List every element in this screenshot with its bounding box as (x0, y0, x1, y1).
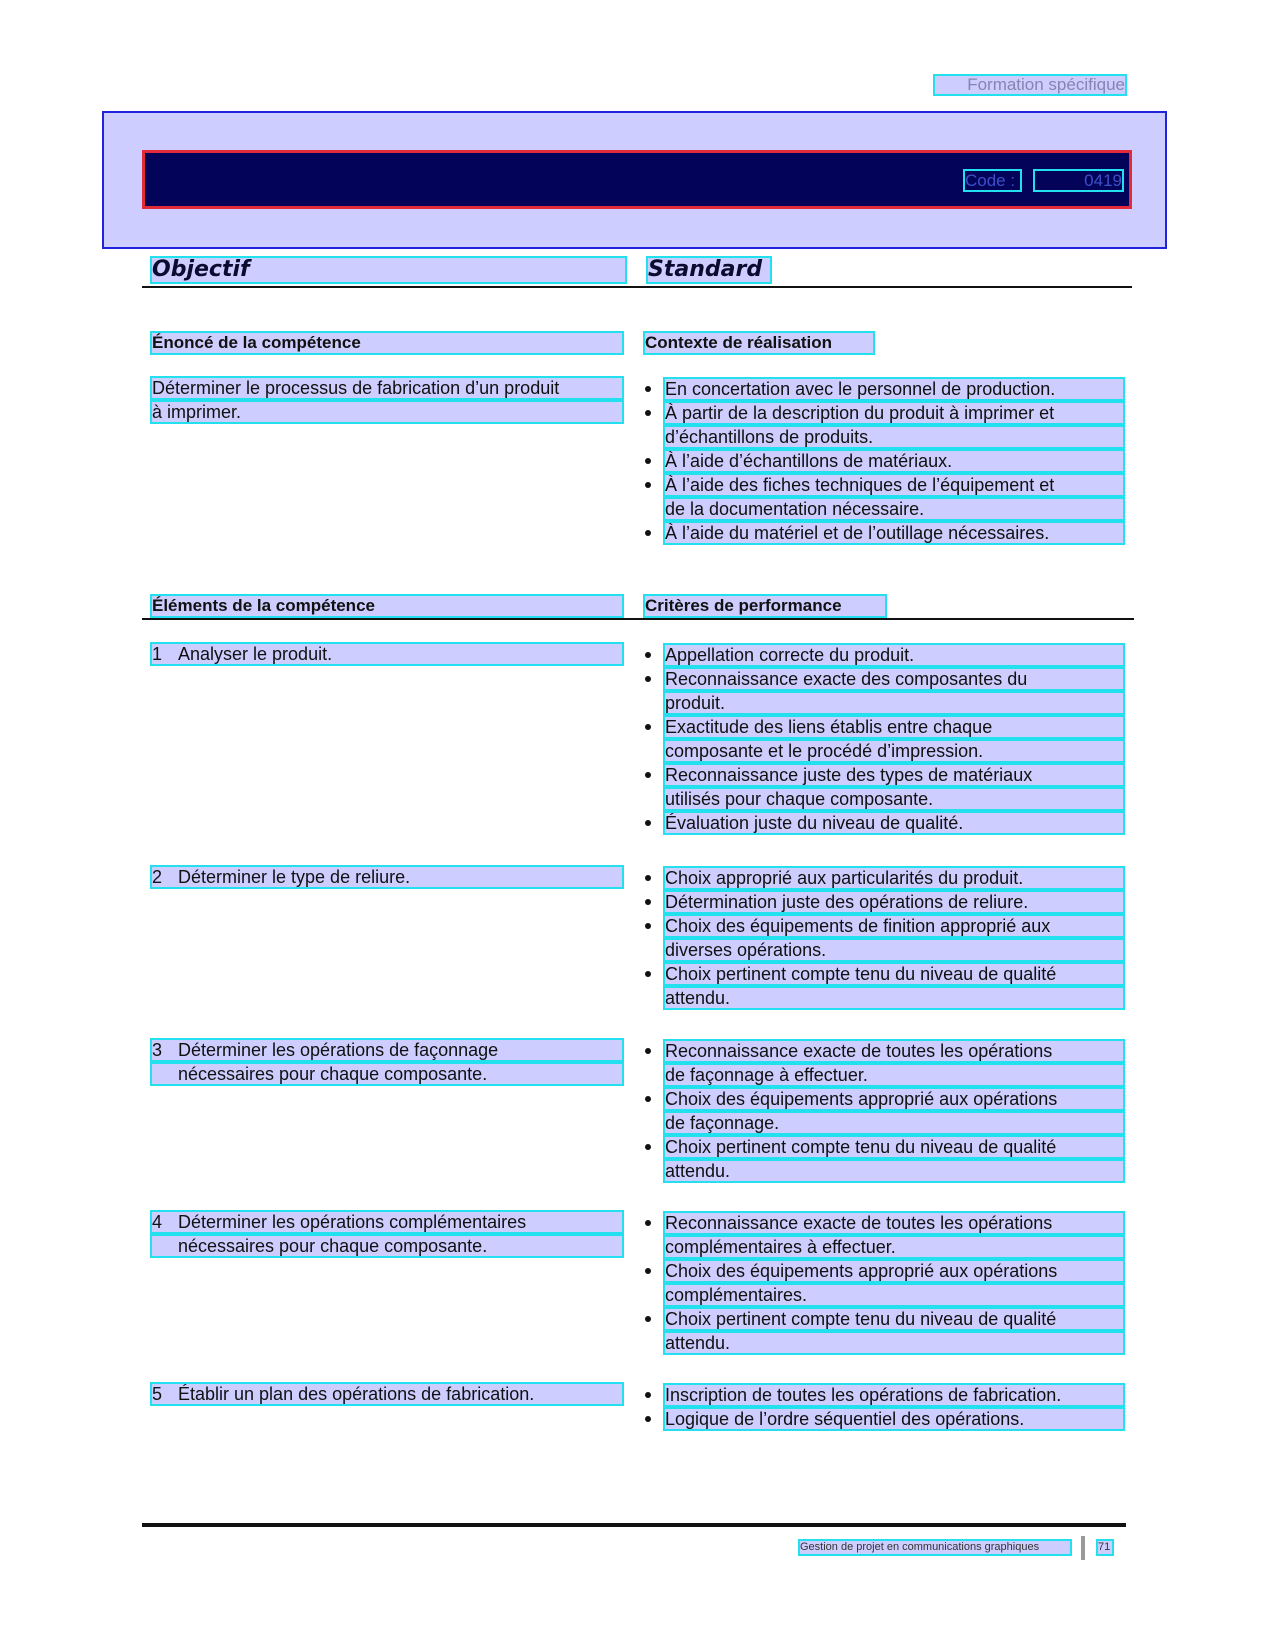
list-item (643, 1261, 1123, 1305)
bullet-icon (645, 1096, 651, 1102)
list-item (643, 669, 1123, 713)
bullet-icon (645, 899, 651, 905)
criteria-list-4 (643, 1213, 1123, 1357)
bullet-icon (645, 530, 651, 536)
element-line (152, 1236, 622, 1256)
list-item (643, 813, 1123, 833)
element-text: Analyser le produit. (178, 644, 333, 664)
item-line: Choix pertinent compte tenu du niveau de qualité (665, 1309, 1123, 1329)
element-text: Établir un plan des opérations de fabrication. (178, 1384, 535, 1404)
item-line: de la documentation nécessaire. (665, 499, 1123, 519)
element-line (152, 867, 622, 887)
program-label: Formation spécifique (935, 76, 1125, 94)
item-line: Appellation correcte du produit. (665, 645, 1123, 665)
item-line: À l’aide du matériel et de l’outillage nécessaires. (665, 523, 1123, 543)
list-item (643, 523, 1123, 543)
list-item (643, 1213, 1123, 1257)
list-item (643, 916, 1123, 960)
list-item (643, 403, 1123, 447)
element-number: 2 (152, 867, 163, 887)
item-line: d’échantillons de produits. (665, 427, 1123, 447)
list-item (643, 475, 1123, 519)
element-number: 1 (152, 644, 163, 664)
item-line: attendu. (665, 1333, 1123, 1353)
list-item (643, 1041, 1123, 1085)
footer-separator (1081, 1536, 1085, 1560)
bullet-icon (645, 923, 651, 929)
title-rule (142, 286, 1132, 288)
item-line: produit. (665, 693, 1123, 713)
list-item (643, 1385, 1123, 1405)
element-2 (152, 867, 622, 891)
item-line: Évaluation juste du niveau de qualité. (665, 813, 1123, 833)
list-item (643, 645, 1123, 665)
context-list (643, 379, 1123, 547)
bullet-icon (645, 410, 651, 416)
bullet-icon (645, 458, 651, 464)
bullet-icon (645, 1144, 651, 1150)
element-number: 4 (152, 1212, 163, 1232)
element-number: 3 (152, 1040, 163, 1060)
item-line: attendu. (665, 988, 1123, 1008)
criteria-list-5 (643, 1385, 1123, 1433)
bullet-icon (645, 1416, 651, 1422)
bullet-icon (645, 652, 651, 658)
element-3 (152, 1040, 622, 1088)
statement-line: à imprimer. (152, 402, 622, 422)
bullet-icon (645, 1392, 651, 1398)
list-item (643, 717, 1123, 761)
item-line: Reconnaissance exacte de toutes les opérations (665, 1213, 1123, 1233)
list-item (643, 1137, 1123, 1181)
list-item (643, 379, 1123, 399)
element-1 (152, 644, 622, 668)
footer-title: Gestion de projet en communications graphiques (800, 1541, 1070, 1554)
element-5 (152, 1384, 622, 1408)
bullet-icon (645, 772, 651, 778)
item-line: Choix pertinent compte tenu du niveau de qualité (665, 964, 1123, 984)
item-line: Choix approprié aux particularités du produit. (665, 868, 1123, 888)
list-item (643, 765, 1123, 809)
item-line: de façonnage. (665, 1113, 1123, 1133)
element-number: 5 (152, 1384, 163, 1404)
list-item (643, 1409, 1123, 1429)
standard-title: Standard (648, 258, 770, 282)
item-line: Reconnaissance exacte de toutes les opérations (665, 1041, 1123, 1061)
bullet-icon (645, 971, 651, 977)
bullet-icon (645, 875, 651, 881)
statement-header: Énoncé de la compétence (152, 333, 622, 353)
list-item (643, 1309, 1123, 1353)
element-text: Déterminer les opérations de façonnage (178, 1040, 499, 1060)
criteria-list-3 (643, 1041, 1123, 1185)
bullet-icon (645, 1048, 651, 1054)
item-line: Choix des équipements approprié aux opérations (665, 1261, 1123, 1281)
element-line (152, 1064, 622, 1084)
item-line: Choix des équipements de finition approprié aux (665, 916, 1123, 936)
element-line (152, 1212, 622, 1232)
element-4 (152, 1212, 622, 1260)
item-line: En concertation avec le personnel de production. (665, 379, 1123, 399)
item-line: Reconnaissance juste des types de matériaux (665, 765, 1123, 785)
code-label: Code : (965, 171, 1020, 190)
footer-rule (142, 1523, 1126, 1527)
item-line: À l’aide d’échantillons de matériaux. (665, 451, 1123, 471)
elements-header: Éléments de la compétence (152, 596, 622, 616)
criteria-list-1 (643, 645, 1123, 837)
item-line: Inscription de toutes les opérations de fabrication. (665, 1385, 1123, 1405)
item-line: composante et le procédé d’impression. (665, 741, 1123, 761)
item-line: diverses opérations. (665, 940, 1123, 960)
bullet-icon (645, 1220, 651, 1226)
context-header: Contexte de réalisation (645, 333, 873, 353)
item-line: Logique de l’ordre séquentiel des opérations. (665, 1409, 1123, 1429)
bullet-icon (645, 386, 651, 392)
element-line (152, 644, 622, 664)
criteria-header: Critères de performance (645, 596, 885, 616)
item-line: Reconnaissance exacte des composantes du (665, 669, 1123, 689)
element-text: Déterminer les opérations complémentaires (178, 1212, 527, 1232)
element-text: nécessaires pour chaque composante. (178, 1236, 488, 1256)
bullet-icon (645, 676, 651, 682)
element-text: Déterminer le type de reliure. (178, 867, 411, 887)
item-line: À partir de la description du produit à imprimer et (665, 403, 1123, 423)
element-text: nécessaires pour chaque composante. (178, 1064, 488, 1084)
item-line: complémentaires. (665, 1285, 1123, 1305)
list-item (643, 868, 1123, 888)
list-item (643, 964, 1123, 1008)
item-line: À l’aide des fiches techniques de l’équipement et (665, 475, 1123, 495)
list-item (643, 451, 1123, 471)
bullet-icon (645, 820, 651, 826)
bullet-icon (645, 1316, 651, 1322)
bullet-icon (645, 482, 651, 488)
item-line: Détermination juste des opérations de reliure. (665, 892, 1123, 912)
statement-line: Déterminer le processus de fabrication d’un produit (152, 378, 622, 398)
element-line (152, 1384, 622, 1404)
code-value: 0419 (1035, 171, 1122, 190)
elements-rule (142, 618, 1134, 620)
item-line: de façonnage à effectuer. (665, 1065, 1123, 1085)
item-line: complémentaires à effectuer. (665, 1237, 1123, 1257)
bullet-icon (645, 1268, 651, 1274)
list-item (643, 892, 1123, 912)
list-item (643, 1089, 1123, 1133)
criteria-list-2 (643, 868, 1123, 1012)
item-line: utilisés pour chaque composante. (665, 789, 1123, 809)
page-number: 71 (1098, 1541, 1111, 1553)
objective-title: Objectif (152, 258, 625, 282)
item-line: Choix des équipements approprié aux opérations (665, 1089, 1123, 1109)
item-line: Choix pertinent compte tenu du niveau de qualité (665, 1137, 1123, 1157)
item-line: attendu. (665, 1161, 1123, 1181)
item-line: Exactitude des liens établis entre chaque (665, 717, 1123, 737)
element-line (152, 1040, 622, 1060)
competence-statement (152, 378, 622, 426)
bullet-icon (645, 724, 651, 730)
